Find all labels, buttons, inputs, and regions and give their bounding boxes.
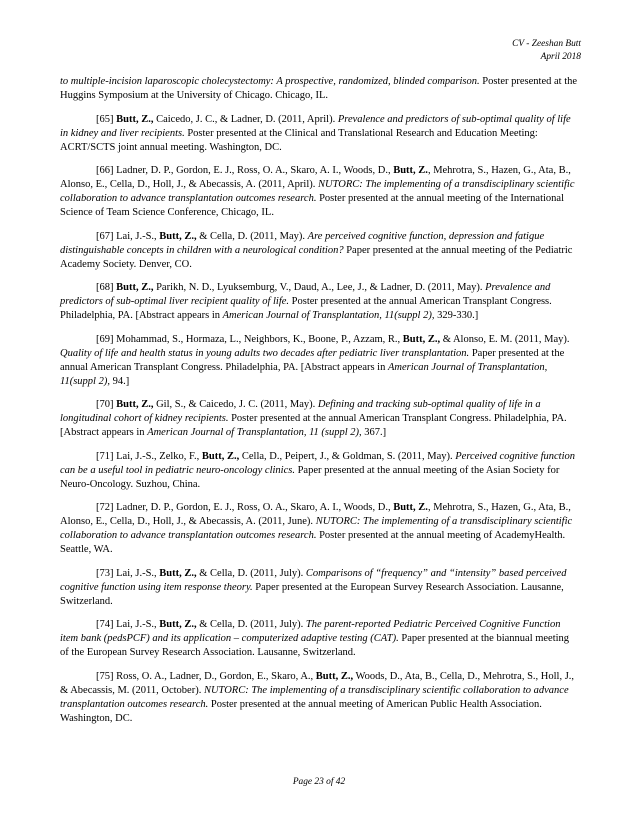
citation-entry (60, 670, 580, 726)
citation-entry (60, 567, 580, 609)
citation-venue: Paper presented at the biannual meeting of the European Survey Research Association. Lausanne, Switzerland. (60, 633, 570, 658)
page-number: Page 23 of 42 (292, 777, 346, 787)
citation-venue: Paper presented at the annual meeting of the Pediatric Academy Society. Denver, CO. (60, 244, 573, 270)
citation-title: Defining and tracking sub-optimal quality of life in a longitudinal cohort of kidney recipients. (60, 399, 541, 424)
citation-entry (60, 450, 580, 492)
citation-pages: 329-330.] (434, 310, 479, 321)
citation-authors: Lai, J.-S., (116, 619, 160, 630)
citation-number: [73] (96, 567, 117, 579)
citation-number: [68] (96, 282, 117, 293)
citation-venue: Poster presented at the Huggins Symposium at the University of Chicago. Chicago, IL. (60, 76, 578, 101)
citation-entries (60, 113, 580, 726)
citation-authors-date: & Cella, D. (2011, May). (196, 230, 308, 242)
citation-authors-date: , Mehrotra, S., Hazen, G., Ata, B., Alonso, E., Cella, D., Holl, J., & Abecassis, A. (2011, April). (60, 165, 571, 190)
citation-authors: Ross, O. A., Ladner, D., Gordon, E., Skaro, A., (116, 670, 316, 682)
citation-venue: Poster presented at the annual meeting of American Public Health Association. Washington, DC. (60, 698, 542, 724)
citation-title: Prevalence and predictors of sub-optimal quality of life in kidney and liver recipients. (60, 113, 571, 139)
citation-highlighted-author: Butt, Z., (159, 230, 197, 242)
citation-venue: Paper presented at the annual meeting of the Asian Society for Neuro-Oncology. Suzhou, China. (60, 464, 560, 490)
citation-venue: Poster presented at the annual meeting of AcademyHealth. Seattle, WA. (60, 530, 566, 555)
header-date: April 2018 (540, 52, 581, 62)
citation-authors-date: & Cella, D. (2011, July). (196, 567, 306, 579)
citation-number: [65] (96, 113, 117, 125)
citation-number: [71] (96, 450, 117, 462)
citation-authors: Lai, J.-S., (116, 230, 160, 242)
citation-highlighted-author: Butt, Z., (201, 450, 240, 462)
citation-title: Comparisons of “frequency” and “intensity” based perceived cognitive function using item response theory. (60, 567, 567, 593)
citation-entry (60, 333, 580, 389)
citation-authors-date: & Alonso, E. M. (2011, May). (440, 333, 570, 345)
citation-title: to multiple-incision laparoscopic cholecystectomy: A prospective, randomized, blinded comparison. (60, 76, 480, 87)
citation-highlighted-author: Butt, Z. (393, 502, 428, 513)
citation-entry (60, 281, 580, 323)
citation-authors-date: Woods, D., Ata, B., Cella, D., Mehrotra, S., Holl, J., & Abecassis, M. (2011, October). (60, 670, 575, 696)
citation-venue: Paper presented at the annual American Transplant Congress. Philadelphia, PA. [Abstract appears in (60, 347, 565, 373)
citation-journal: American Journal of Transplantation, 11(suppl 2), (222, 310, 435, 321)
citation-authors: Ladner, D. P., Gordon, E. J., Ross, O. A., Skaro, A. I., Woods, D., (116, 502, 394, 513)
citation-authors-date: Gil, S., & Caicedo, J. C. (2011, May). (153, 399, 318, 410)
citation-number: [70] (96, 399, 117, 410)
citation-entry (60, 501, 580, 557)
citation-entry (60, 230, 580, 272)
citation-entry (60, 398, 580, 440)
citation-pages: 367.] (361, 427, 387, 438)
citation-entry (60, 113, 580, 155)
citation-title: NUTORC: The implementing of a transdisciplinary scientific collaboration to advance transplantation outcomes research. (60, 516, 573, 541)
citation-number: [75] (96, 670, 117, 682)
citation-highlighted-author: Butt, Z., (402, 333, 441, 345)
running-header (512, 38, 581, 64)
citation-authors-date: Cella, D., Peipert, J., & Goldman, S. (2011, May). (239, 450, 456, 462)
citation-authors-date: Parikh, N. D., Lyuksemburg, V., Daud, A., Lee, J., & Ladner, D. (2011, May). (153, 282, 486, 293)
citation-title: Perceived cognitive function can be a useful tool in pediatric neuro-oncology clinics. (60, 450, 575, 476)
citation-pages: 94.] (109, 375, 130, 387)
citation-authors: Lai, J.-S., (116, 567, 160, 579)
citation-title: NUTORC: The implementing of a transdisciplinary scientific collaboration to advance transplantation outcomes research. (60, 179, 575, 204)
citation-venue: Paper presented at the European Survey Research Association. Lausanne, Switzerland. (60, 581, 564, 607)
citation-authors-date: & Cella, D. (2011, July). (196, 619, 306, 630)
citation-entry (60, 164, 580, 220)
citation-highlighted-author: Butt, Z., (116, 113, 154, 125)
citation-journal: American Journal of Transplantation, 11(suppl 2), (60, 361, 548, 387)
citation-venue: Poster presented at the annual meeting of the International Science of Team Science Conference, Chicago, IL. (60, 193, 564, 218)
citation-venue: Poster presented at the Clinical and Translational Research and Education Meeting: ACRT/SCTS joint annual meeting. Washington, DC. (60, 127, 538, 153)
continued-citation (60, 75, 580, 103)
citation-title: Are perceived cognitive function, depression and fatigue distinguishable concepts in children with a neurological condition? (60, 230, 545, 256)
citation-number: [74] (96, 619, 117, 630)
citation-venue: Poster presented at the annual American Transplant Congress. Philadelphia, PA. [Abstract appears in (60, 296, 552, 321)
header-author: CV - Zeeshan Butt (512, 39, 581, 49)
citation-authors: Ladner, D. P., Gordon, E. J., Ross, O. A., Skaro, A. I., Woods, D., (116, 165, 394, 176)
citation-highlighted-author: Butt, Z., (116, 399, 154, 410)
citation-authors: Lai, J.-S., Zelko, F., (116, 450, 202, 462)
citation-entry (60, 618, 580, 660)
citation-journal: American Journal of Transplantation, 11 (suppl 2), (147, 427, 362, 438)
citation-list (60, 75, 580, 735)
citation-authors-date: Caicedo, J. C., & Ladner, D. (2011, April). (153, 113, 338, 125)
citation-title: NUTORC: The implementing of a transdisciplinary scientific collaboration to advance transplantation outcomes research. (60, 684, 569, 710)
citation-highlighted-author: Butt, Z. (393, 165, 428, 176)
citation-title: Prevalence and predictors of sub-optimal liver recipient quality of life. (60, 282, 551, 307)
citation-number: [67] (96, 230, 117, 242)
citation-title: Quality of life and health status in young adults two decades after pediatric liver transplantation. (60, 347, 470, 359)
citation-highlighted-author: Butt, Z., (159, 619, 197, 630)
citation-number: [66] (96, 165, 117, 176)
citation-highlighted-author: Butt, Z., (116, 282, 154, 293)
citation-number: [69] (96, 333, 117, 345)
citation-authors-date: , Mehrotra, S., Hazen, G., Ata, B., Alonso, E., Cella, D., Holl, J., & Abecassis, A. (2011, June). (60, 502, 571, 527)
citation-authors: Mohammad, S., Hormaza, L., Neighbors, K., Boone, P., Azzam, R., (116, 333, 403, 345)
citation-venue: Poster presented at the annual American Transplant Congress. Philadelphia, PA. [Abstract appears in (60, 413, 567, 438)
citation-number: [72] (96, 502, 117, 513)
citation-title: The parent-reported Pediatric Perceived Cognitive Function item bank (pedsPCF) and its application – computerized adaptive testing (CAT). (60, 619, 561, 644)
citation-highlighted-author: Butt, Z., (315, 670, 354, 682)
citation-highlighted-author: Butt, Z., (159, 567, 197, 579)
